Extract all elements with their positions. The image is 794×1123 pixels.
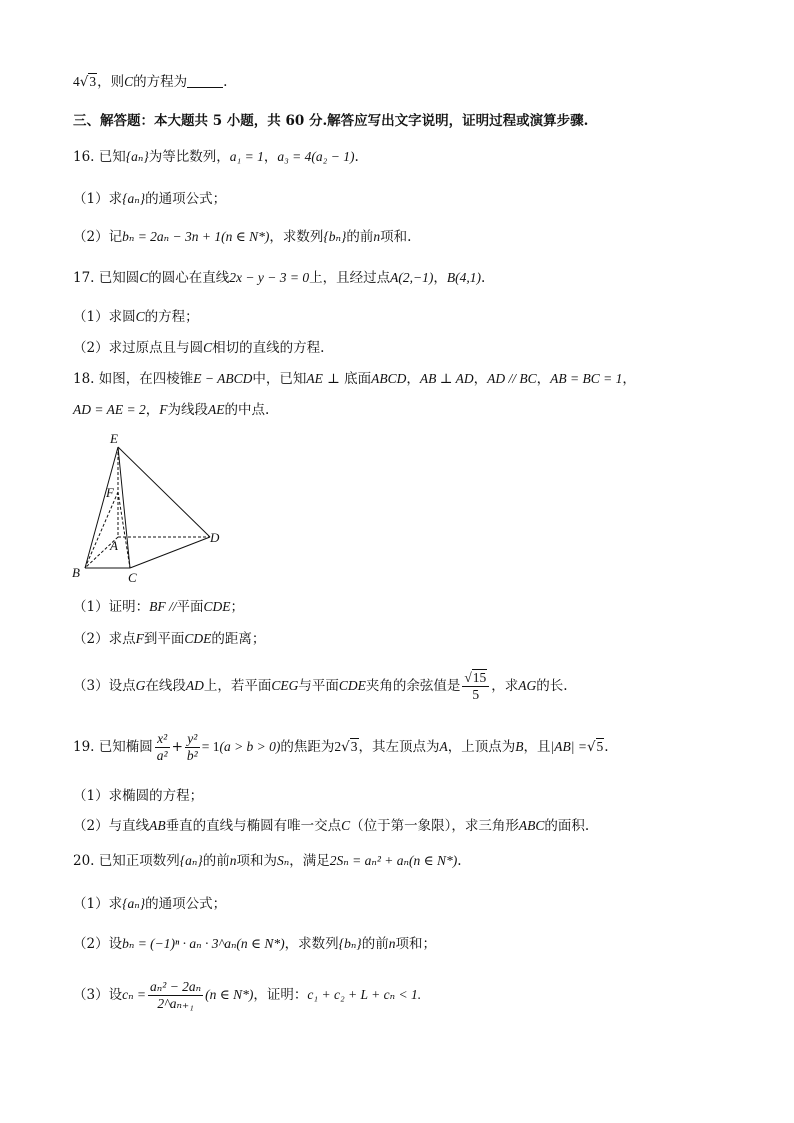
q17-end: . [480,270,486,286]
q20-p1-label: （1）求 [73,896,123,912]
q17-p2-label: （2）求过原点且与圆 [73,340,204,356]
top-line [73,73,227,91]
q18-p3-label: （3）设点 [73,678,136,694]
q16-end: . [354,149,359,165]
q20-end: . [457,853,462,869]
q20-bn-formula: bₙ = (−1)ⁿ · aₙ · 3^aₙ [122,936,237,951]
q19-part2 [73,817,589,835]
q19-condition: (a > b > 0) [219,739,281,754]
q18-p2-end: 的距离； [211,631,266,647]
q17-p1-label: （1）求圆 [73,309,136,325]
q18-AG: AG [518,678,537,693]
q19-text1: 的焦距为 [280,739,335,755]
q20-n: n [229,853,237,868]
section-title: 三、解答题：本大题共 5 小题，共 60 分.解答应写出文字说明，证明过程或演算步骤. [73,113,589,129]
q18-text2: 为线段 [167,402,208,418]
q18-p3-end: 的长. [536,678,568,694]
edge-ED [118,447,210,537]
q16-comma: ， [263,149,278,165]
label-C: C [128,570,137,585]
seq-a: {aₙ} [122,191,146,206]
q20-p2-text3: 项和； [395,936,436,952]
q17-p1-text: 的方程； [144,309,199,325]
q20-n: n [388,936,396,951]
q18-F: F [135,631,144,646]
q18-part3 [73,666,568,706]
q16-p1-text: 的通项公式； [145,191,227,207]
q20-part1 [73,895,226,913]
edge-BF-hidden [85,492,118,568]
q20-cn: cₙ = [122,987,147,1002]
q18-p3-text4: 夹角的余弦值是 [365,678,461,694]
q19-C: C [341,818,351,833]
q18-CDE: CDE [184,631,212,646]
q20-formula: 2Sₙ = aₙ² + aₙ [329,853,409,868]
q18-ABCD: ABCD [371,371,407,386]
q16-number: 16. 已知 [73,149,126,165]
label-F: F [106,485,114,500]
q17-part1 [73,308,199,326]
q17-C: C [203,340,213,355]
x-squared: x² [155,731,170,748]
q16-part2 [73,228,411,246]
sqrt-sign: √ [341,739,350,755]
cos-fraction [462,670,489,703]
q16-p2-text: ，求数列 [269,229,324,245]
q18-AD: AD [185,678,204,693]
q18-CDE: CDE [338,678,366,693]
q19-p2-text2: （位于第一象限），求三角形 [350,818,519,834]
q18-comma: ， [406,371,420,387]
q20-part3 [73,975,421,1015]
x-frac [155,731,170,764]
q20-number: 20. 已知正项数列 [73,853,180,869]
q18-AD-eq-AE: AD = AE = 2 [73,402,146,417]
q19-p2-label: （2）与直线 [73,818,150,834]
q18-comma: ， [622,371,636,387]
q19-p2-end: 的面积. [544,818,590,834]
q18-comma: ， [473,371,488,387]
q20-text2: 项和为 [236,853,278,869]
q17-number: 17. 已知圆 [73,270,140,286]
q20-Sn: Sₙ [277,853,290,868]
q17-comma: ， [433,270,447,286]
q16-p2-label: （2）记 [73,229,123,245]
q20-inequality: c₁ + c₂ + L + cₙ < 1. [307,987,422,1002]
q17-text2: 上，且经过点 [309,270,391,286]
q17-part2 [73,339,324,357]
cos-numerator: √15 [462,670,489,687]
q18-p3-text3: 与平面 [298,678,339,694]
q18-p3-text2: 上，若平面 [203,678,272,694]
edge-CD [130,537,210,568]
q18-CEG: CEG [271,678,299,693]
q16-p1-label: （1）求 [73,191,123,207]
q17-point-A: A(2,−1) [390,270,434,285]
sqrt-sign: √ [586,739,596,755]
q18-CDE: CDE [203,599,231,614]
q18-number: 18. 如图，在四棱锥 [73,371,194,387]
q17-p2-text: 相切的直线的方程. [212,340,325,356]
answer-blank [187,75,223,88]
q16-a3: a₃ = 4(a₂ − 1) [277,149,355,164]
q18-AD-parallel-BC: AD // BC [487,371,537,386]
q17-text1: 的圆心在直线 [148,270,230,286]
q18-pyramid: E − ABCD [193,371,253,386]
q18-text1: 中，已知 [252,371,307,387]
q17-C: C [135,309,145,324]
q18-p1-end: ； [230,599,244,615]
q20-part2 [73,935,436,953]
q18-AE: AE [306,371,323,386]
a-squared: a² [156,748,168,763]
q19-p2-text: 垂直的直线与椭圆有唯一交点 [165,818,342,834]
seq-a: {aₙ} [125,149,149,164]
seq-b: {bₙ} [323,229,347,244]
seq-b: {bₙ} [338,936,362,951]
q20-p3-condition: (n ∈ N*) [205,987,254,1002]
q16-bn-formula: bₙ = 2aₙ − 3n + 1 [122,229,222,244]
sqrt-5: 5 [596,739,604,754]
q19-text4: ，且 [523,739,551,755]
q18-BF: BF // [149,599,177,614]
q20-p1-text: 的通项公式； [145,896,227,912]
q18-p1-text: 平面 [176,599,204,615]
q18-base-text: 底面 [344,371,372,387]
label-B: B [72,565,80,580]
q18-G: G [135,678,146,693]
q20-condition: (n ∈ N*) [408,853,458,868]
q19-number: 19. 已知椭圆 [73,739,153,755]
pyramid-figure [60,425,240,585]
q20-stem [73,852,462,870]
b-squared: b² [186,748,198,763]
cos-denominator: 5 [472,687,480,702]
q17-point-B: B(4,1) [446,270,481,285]
q20-p3-text: ，证明： [253,987,308,1003]
q17-line: 2x − y − 3 = 0 [229,270,310,285]
q19-AB-line: AB [149,818,166,833]
sqrt-15: 15 [472,670,487,685]
eq-1: = 1 [201,739,220,754]
q17-C: C [139,270,149,285]
q17-stem [73,269,485,287]
y-squared: y² [185,731,200,748]
focal-coef: 2 [334,739,342,754]
q19-AB: |AB| = [550,739,587,754]
q18-AE: AE [207,402,225,417]
q18-part2 [73,630,265,648]
q20-p2-text: ，求数列 [284,936,339,952]
q19-part1: （1）求椭圆的方程； [73,788,204,804]
q16-condition: (n ∈ N*) [221,229,270,244]
q19-ABC: ABC [518,818,545,833]
q18-p2-label: （2）求点 [73,631,136,647]
q16-part1 [73,190,226,208]
q18-stem-line2 [73,401,269,419]
q18-p3-text5: ，求 [491,678,519,694]
q18-comma: ， [145,402,160,418]
circle-C: C [124,74,134,89]
label-D: D [210,530,220,545]
edge-EC [118,447,130,568]
q18-end: 的中点. [224,402,270,418]
y-frac [185,731,200,764]
q19-text3: ，上顶点为 [447,739,516,755]
plus: + [171,739,183,755]
q20-text3: ，满足 [289,853,330,869]
q20-p2-condition: (n ∈ N*) [236,936,285,951]
q16-p2-text3: 项和. [380,229,412,245]
q18-p2-text: 到平面 [143,631,185,647]
q19-end: . [604,739,609,755]
top-text: ，则 [97,74,125,90]
top-text2: 的方程为 [133,74,188,90]
q18-stem-line1 [73,370,636,388]
seq-a: {aₙ} [179,853,203,868]
q18-AB-perp-AD: AB ⊥ AD [419,371,474,386]
q18-F: F [159,402,168,417]
q18-part1 [73,598,244,616]
sqrt-sign: √ [79,74,89,90]
cn-fraction [148,979,203,1012]
q20-p2-text2: 的前 [361,936,389,952]
q19-B: B [515,739,524,754]
q16-p2-text2: 的前 [346,229,374,245]
q20-text1: 的前 [202,853,230,869]
q19-stem [73,727,609,767]
q20-p3-label: （3）设 [73,987,123,1003]
q18-perp: ⊥ [322,371,345,387]
label-A: A [110,538,118,553]
q19-text2: ，其左顶点为 [358,739,440,755]
q16-stem [73,148,359,166]
cn-denominator: 2^aₙ₊₁ [157,996,194,1011]
q16-text1: 为等比数列， [148,149,230,165]
q18-comma: ， [536,371,551,387]
cn-numerator: aₙ² − 2aₙ [150,979,202,994]
label-E: E [110,431,118,446]
q18-p3-text: 在线段 [145,678,186,694]
q19-A: A [439,739,448,754]
sqrt-3: 3 [89,74,97,89]
seq-a: {aₙ} [122,896,146,911]
q16-n: n [373,229,381,244]
q20-p2-label: （2）设 [73,936,123,952]
top-end: . [223,74,228,90]
q18-AB-eq-BC: AB = BC = 1 [550,371,623,386]
q16-a1: a₁ = 1 [229,149,264,164]
coef-4: 4 [73,74,80,89]
sqrt-3: 3 [350,739,358,754]
q18-p1-label: （1）证明： [73,599,150,615]
